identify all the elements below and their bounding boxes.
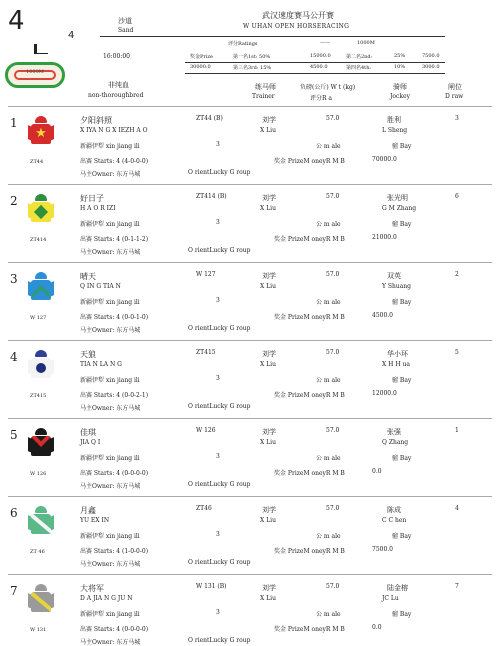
prize-money-label: 奖金 PrizeM oneyR M B xyxy=(274,392,345,399)
draw-number: 7 xyxy=(455,583,459,590)
horse-starts: 出赛 Starts: 4 (0-0-0-0) xyxy=(80,470,149,477)
horse-age: 3 xyxy=(216,219,220,226)
horse-name-en: Q IN G TIA N xyxy=(80,283,121,290)
horse-starts: 出赛 Starts: 4 (1-0-0-0) xyxy=(80,548,149,555)
jockey-silks-icon xyxy=(28,272,54,312)
horse-age: 3 xyxy=(216,453,220,460)
draw-number: 5 xyxy=(455,349,459,356)
silk-body xyxy=(31,436,51,456)
horse-code: W 127 xyxy=(196,271,216,278)
horse-name-en: YU EX IN xyxy=(80,517,110,524)
track-distance-label: 1000M xyxy=(26,69,44,75)
jockey-en: L Sheng xyxy=(382,127,408,134)
horse-name-cn: 天狼 xyxy=(80,350,96,359)
prize-money-value: 0.0 xyxy=(372,468,382,475)
prize-money-value: 12000.0 xyxy=(372,390,397,397)
horse-code: W 126 xyxy=(196,427,216,434)
place4-value: 3000.0 xyxy=(422,64,440,70)
silk-cap xyxy=(35,194,47,201)
track-map xyxy=(5,62,65,88)
trainer-en: X Liu xyxy=(260,127,276,134)
place2-pct: 25% xyxy=(394,53,406,59)
silk-cap xyxy=(35,116,47,123)
weight: 57.0 xyxy=(326,505,340,512)
prize-money-label: 奖金 PrizeM oneyR M B xyxy=(274,470,345,477)
silk-cap xyxy=(35,428,47,435)
col-draw-en: D raw xyxy=(445,93,464,100)
trainer-en: X Liu xyxy=(260,283,276,290)
horse-owner: 马主Owner: 东方马城 xyxy=(80,405,141,412)
jockey-silks-icon xyxy=(28,584,54,624)
trainer-cn: 刘学 xyxy=(262,584,276,592)
jockey-en: G M Zhang xyxy=(382,205,417,212)
silk-body xyxy=(31,592,51,612)
weight: 57.0 xyxy=(326,349,340,356)
entry-number: 3 xyxy=(10,272,18,286)
silk-body: ★ xyxy=(31,124,51,144)
col-weight-en: 评分R a xyxy=(310,95,333,102)
draw-number: 3 xyxy=(455,115,459,122)
prize-money-label: 奖金 PrizeM oneyR M B xyxy=(274,236,345,243)
horse-color: 骝 Bay xyxy=(392,143,412,150)
jockey-silks-icon xyxy=(28,506,54,546)
prize-money-value: 0.0 xyxy=(372,624,382,631)
entry-divider xyxy=(8,340,492,341)
distance: 1000M xyxy=(357,40,375,46)
silk-body xyxy=(31,280,51,300)
entry-divider xyxy=(8,496,492,497)
prize-money-label: 奖金 PrizeM oneyR M B xyxy=(274,548,345,555)
jockey-en: C C hen xyxy=(382,517,407,524)
jockey-silks-icon xyxy=(28,194,54,234)
entry-divider xyxy=(8,262,492,263)
entry-number: 1 xyxy=(10,116,18,130)
draw-number: 4 xyxy=(455,505,459,512)
race-title-cn: 武汉速度赛马公开赛 xyxy=(262,11,334,20)
draw-number: 6 xyxy=(455,193,459,200)
horse-code: ZT414 (B) xyxy=(196,193,227,200)
horse-color: 骝 Bay xyxy=(392,299,412,306)
owner-group: O rientLucky G roup xyxy=(188,169,251,176)
horse-origin: 新疆伊犁 xin jiang ili xyxy=(80,611,140,618)
horse-name-cn: 佳琪 xyxy=(80,428,96,437)
jockey-en: JC Lu xyxy=(382,595,399,602)
gender: 公 m ale xyxy=(316,611,341,618)
entry-number: 7 xyxy=(10,584,18,598)
place1-label: 第一名1st: 50% xyxy=(233,54,271,60)
silk-code: ZT415 xyxy=(30,393,47,399)
prize-money-value: 70000.0 xyxy=(372,156,397,163)
trainer-cn: 刘学 xyxy=(262,272,276,280)
trainer-cn: 刘学 xyxy=(262,194,276,202)
silk-code: ZT44 xyxy=(30,159,44,165)
col-jockey-en: Jockey xyxy=(390,93,410,100)
horse-starts: 出赛 Starts: 4 (0-0-2-1) xyxy=(80,392,149,399)
trainer-cn: 刘学 xyxy=(262,116,276,124)
owner-group: O rientLucky G roup xyxy=(188,247,251,254)
gender: 公 m ale xyxy=(316,377,341,384)
silk-code: W 126 xyxy=(30,471,47,477)
col-jockey-cn: 骑师 xyxy=(393,83,407,91)
trainer-cn: 刘学 xyxy=(262,350,276,358)
place1-value: 15000.0 xyxy=(310,53,331,59)
trainer-en: X Liu xyxy=(260,205,276,212)
trainer-en: X Liu xyxy=(260,361,276,368)
horse-age: 3 xyxy=(216,609,220,616)
horse-age: 3 xyxy=(216,297,220,304)
prize-rule-2 xyxy=(185,73,445,74)
horse-code: ZT46 xyxy=(196,505,212,512)
race-title-en: W UHAN OPEN HORSERACING xyxy=(243,23,350,30)
prize-money-value: 7500.0 xyxy=(372,546,393,553)
weight: 57.0 xyxy=(326,193,340,200)
silk-cap xyxy=(35,350,47,357)
horse-color: 骝 Bay xyxy=(392,611,412,618)
jockey-cn: 双英 xyxy=(387,272,401,280)
prize-label: 奖金Prize xyxy=(190,54,213,60)
gender: 公 m ale xyxy=(316,533,341,540)
owner-group: O rientLucky G roup xyxy=(188,403,251,410)
jockey-silks-icon xyxy=(28,428,54,468)
gender: 公 m ale xyxy=(316,299,341,306)
horse-origin: 新疆伊犁 xin jiang ili xyxy=(80,533,140,540)
owner-group: O rientLucky G roup xyxy=(188,325,251,332)
jockey-cn: 陈成 xyxy=(387,506,401,514)
place2-label: 第二名2nd: xyxy=(346,54,373,60)
silk-code: W 127 xyxy=(30,315,47,321)
entry-divider xyxy=(8,574,492,575)
horse-owner: 马主Owner: 东方马城 xyxy=(80,483,141,490)
horse-starts: 出赛 Starts: 4 (0-0-1-0) xyxy=(80,314,149,321)
horse-code: ZT44 (B) xyxy=(196,115,223,122)
race-sub-number: 4 xyxy=(68,30,75,41)
horse-origin: 新疆伊犁 xin jiang ili xyxy=(80,377,140,384)
col-weight-cn: 负磅(公斤) W t (kg) xyxy=(300,84,356,91)
race-time: 16:00:00 xyxy=(103,53,130,60)
place2-value: 7500.0 xyxy=(422,53,440,59)
horse-color: 骝 Bay xyxy=(392,221,412,228)
trainer-en: X Liu xyxy=(260,595,276,602)
horse-code: ZT415 xyxy=(196,349,216,356)
gender: 公 m ale xyxy=(316,143,341,150)
jockey-cn: 华小环 xyxy=(387,350,408,358)
prize-money-label: 奖金 PrizeM oneyR M B xyxy=(274,314,345,321)
horse-starts: 出赛 Starts: 4 (0-0-0-0) xyxy=(80,626,149,633)
owner-group: O rientLucky G roup xyxy=(188,481,251,488)
entry-number: 5 xyxy=(10,428,18,442)
horse-name-cn: 大将军 xyxy=(80,584,104,593)
breed-cn: 非纯血 xyxy=(108,81,129,89)
horse-name-en: X IYA N G X IEZH A O xyxy=(80,127,148,134)
horse-name-en: D A JIA N G JU N xyxy=(80,595,133,602)
col-trainer-cn: 练马师 xyxy=(255,83,276,91)
prize-money-label: 奖金 PrizeM oneyR M B xyxy=(274,158,345,165)
silk-body xyxy=(31,358,51,378)
trainer-cn: 刘学 xyxy=(262,428,276,436)
jockey-cn: 张光明 xyxy=(387,194,408,202)
horse-name-cn: 月鑫 xyxy=(80,506,96,515)
horse-origin: 新疆伊犁 xin jiang ili xyxy=(80,455,140,462)
place3-value: 4500.0 xyxy=(310,64,328,70)
entry-number: 2 xyxy=(10,194,18,208)
surface-cn: 沙道 xyxy=(118,17,132,25)
silk-body xyxy=(31,202,51,222)
owner-group: O rientLucky G roup xyxy=(188,559,251,566)
silk-code: W 131 xyxy=(30,627,47,633)
rating-label: 评分Ratings xyxy=(228,41,258,47)
jockey-silks-icon xyxy=(28,116,54,156)
horse-age: 3 xyxy=(216,375,220,382)
silk-cap xyxy=(35,506,47,513)
prize-value: 30000.0 xyxy=(190,64,211,70)
horse-name-cn: 晴天 xyxy=(80,272,96,281)
horse-code: W 131 (B) xyxy=(196,583,227,590)
horse-owner: 马主Owner: 东方马城 xyxy=(80,639,141,646)
jockey-en: X H H ua xyxy=(382,361,410,368)
entry-number: 4 xyxy=(10,350,18,364)
weight: 57.0 xyxy=(326,583,340,590)
silk-code: ZT414 xyxy=(30,237,47,243)
horse-starts: 出赛 Starts: 4 (4-0-0-0) xyxy=(80,158,149,165)
entry-number: 6 xyxy=(10,506,18,520)
weight: 57.0 xyxy=(326,427,340,434)
place4-pct: 10% xyxy=(394,64,406,70)
horse-origin: 新疆伊犁 xin jiang ili xyxy=(80,221,140,228)
gender: 公 m ale xyxy=(316,221,341,228)
prize-money-label: 奖金 PrizeM oneyR M B xyxy=(274,626,345,633)
horse-name-en: H A O R IZI xyxy=(80,205,116,212)
prize-money-value: 4500.0 xyxy=(372,312,393,319)
entry-divider xyxy=(8,184,492,185)
rating-value: —— xyxy=(320,40,330,46)
horse-owner: 马主Owner: 东方马城 xyxy=(80,561,141,568)
horse-color: 骝 Bay xyxy=(392,455,412,462)
weight: 57.0 xyxy=(326,271,340,278)
place4-label: 第四名4th: xyxy=(346,65,372,71)
draw-number: 1 xyxy=(455,427,459,434)
jockey-cn: 胜利 xyxy=(387,116,401,124)
horse-age: 3 xyxy=(216,141,220,148)
trainer-en: X Liu xyxy=(260,439,276,446)
horse-color: 骝 Bay xyxy=(392,533,412,540)
horse-name-en: TIA N LA N G xyxy=(80,361,122,368)
horse-origin: 新疆伊犁 xin jiang ili xyxy=(80,299,140,306)
silk-code: ZT 46 xyxy=(30,549,45,555)
jockey-silks-icon xyxy=(28,350,54,390)
entry-divider xyxy=(8,418,492,419)
trainer-en: X Liu xyxy=(260,517,276,524)
jockey-cn: 陆金榕 xyxy=(387,584,408,592)
weight: 57.0 xyxy=(326,115,340,122)
horse-name-cn: 夕阳斜照 xyxy=(80,116,112,125)
horse-owner: 马主Owner: 东方马城 xyxy=(80,171,141,178)
entry-divider xyxy=(8,106,492,107)
silk-body xyxy=(31,514,51,534)
jockey-en: Y Shuang xyxy=(382,283,411,290)
silk-cap xyxy=(35,272,47,279)
starting-post-base xyxy=(36,53,48,54)
place3-label: 第三名3rd: 15% xyxy=(233,65,272,71)
horse-origin: 新疆伊犁 xin jiang ili xyxy=(80,143,140,150)
race-number: 4 xyxy=(8,6,25,36)
col-trainer-en: Trainer xyxy=(252,93,275,100)
silk-cap xyxy=(35,584,47,591)
header-rule xyxy=(100,36,445,37)
horse-age: 3 xyxy=(216,531,220,538)
horse-name-cn: 好日子 xyxy=(80,194,104,203)
prize-rule-1 xyxy=(185,62,445,63)
surface-en: Sand xyxy=(118,27,134,34)
col-draw-cn: 闸位 xyxy=(448,83,462,91)
horse-starts: 出赛 Starts: 4 (0-1-1-2) xyxy=(80,236,149,243)
prize-money-value: 21000.0 xyxy=(372,234,397,241)
owner-group: O rientLucky G roup xyxy=(188,637,251,644)
horse-owner: 马主Owner: 东方马城 xyxy=(80,249,141,256)
horse-name-en: JIA Q I xyxy=(80,439,101,446)
breed-en: non-thoroughbred xyxy=(88,92,144,99)
draw-number: 2 xyxy=(455,271,459,278)
jockey-cn: 张强 xyxy=(387,428,401,436)
trainer-cn: 刘学 xyxy=(262,506,276,514)
gender: 公 m ale xyxy=(316,455,341,462)
horse-owner: 马主Owner: 东方马城 xyxy=(80,327,141,334)
jockey-en: Q Zhang xyxy=(382,439,409,446)
horse-color: 骝 Bay xyxy=(392,377,412,384)
